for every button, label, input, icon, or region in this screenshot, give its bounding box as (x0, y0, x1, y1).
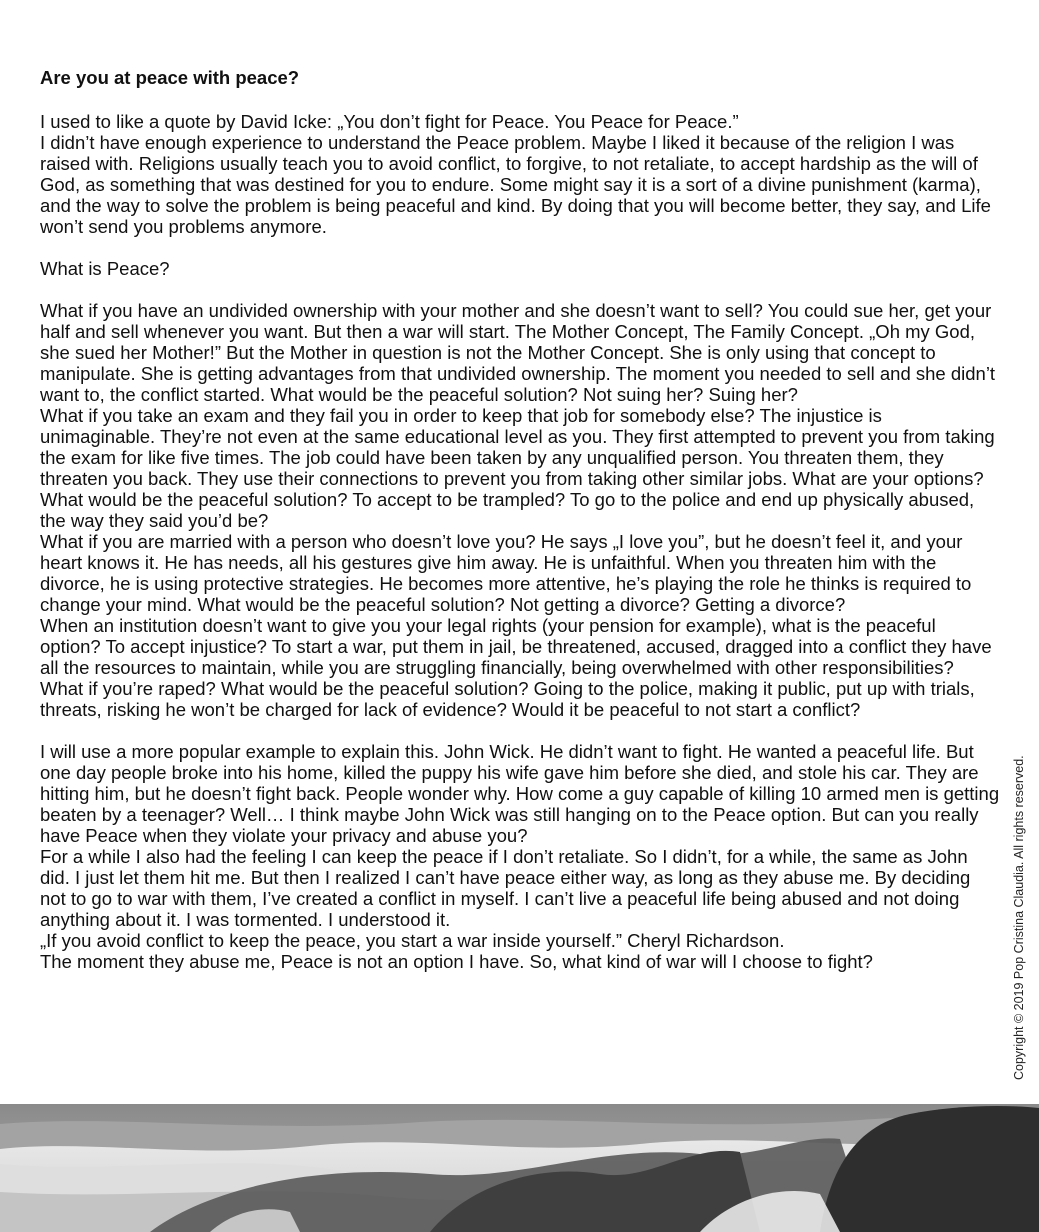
paragraph-raped: What if you’re raped? What would be the peaceful solution? Going to the police, making it public, put up with trials, threats, risking he won’t be charged for lack of evidence? Would it be peaceful to not start a conflict? (40, 678, 975, 720)
paragraph-retaliate: For a while I also had the feeling I can keep the peace if I don’t retaliate. So I didn’t, for a while, the same as John did. I just let them hit me. But then I realized I can’t have peace either way, as long as they abuse me. By deciding not to go to war with them, I’ve created a conflict in myself. I can’t live a peaceful life being abused and not doing anything about it. I was tormented. I understood it. (40, 846, 971, 930)
ocean-waves-photo (0, 1104, 1039, 1232)
paragraph-exam: What if you take an exam and they fail you in order to keep that job for somebody else? The injustice is unimaginable. They’re not even at the same educational level as you. They first attempted to prevent you from taking the exam for like five times. The job could have been taken by any unqualified person. You threaten them, they threaten you back. They use their connections to prevent you from taking other similar jobs. What are your options? What would be the peaceful solution? To accept to be trampled? To go to the police and end up physically abused, the way they said you’d be? (40, 405, 995, 531)
paragraph-marriage: What if you are married with a person who doesn’t love you? He says „I love you”, but he doesn’t feel it, and your heart knows it. He has needs, all his gestures give him away. He is unfaithful. When you threaten him with the divorce, he is using protective strategies. He becomes more attentive, he’s playing the role he thinks is required to change your mind. What would be the peaceful solution? Not getting a divorce? Getting a divorce? (40, 531, 972, 615)
paragraph-gap (40, 237, 1000, 258)
copyright-notice: Copyright © 2019 Pop Cristina Claudia. All rights reserved. (1012, 755, 1026, 1080)
paragraph-religion: I didn’t have enough experience to understand the Peace problem. Maybe I liked it because of the religion I was raised with. Religions usually teach you to avoid conflict, to forgive, to not retaliate, to accept hardship as the will of God, as something that was destined for you to endure. Some might say it is a sort of a divine punishment (karma), and the way to solve the problem is being peaceful and kind. By doing that you will become better, they say, and Life won’t send you problems anymore. (40, 132, 991, 237)
paragraph-closing: The moment they abuse me, Peace is not an option I have. So, what kind of war will I choose to fight? (40, 951, 873, 972)
paragraph-john-wick: I will use a more popular example to explain this. John Wick. He didn’t want to fight. He wanted a peaceful life. But one day people broke into his home, killed the puppy his wife gave him before she died, and stole his car. They are hitting him, but he doesn’t fight back. People wonder why. How come a guy capable of killing 10 armed men is getting beaten by a teenager? Well… I think maybe John Wick was still hanging on to the Peace option. But can you really have Peace when they violate your privacy and abuse you? (40, 741, 1000, 846)
paragraph-mother: What if you have an undivided ownership with your mother and she doesn’t want to sell? You could sue her, get your half and sell whenever you want. But then a war will start. The Mother Concept, The Family Concept. „Oh my God, she sued her Mother!” But the Mother in question is not the Mother Concept. She is only using that concept to manipulate. She is getting advantages from that undivided ownership. The moment you needed to sell and she didn’t want to, the conflict started. What would be the peaceful solution? Not suing her? Suing her? (40, 300, 996, 405)
paragraph-institution: When an institution doesn’t want to give you your legal rights (your pension for example), what is the peaceful option? To accept injustice? To start a war, put them in jail, be threatened, accused, dragged into a conflict they have all the resources to maintain, while you are struggling financially, being overwhelmed with other responsibilities? (40, 615, 992, 678)
paragraph-icke-quote: I used to like a quote by David Icke: „You don’t fight for Peace. You Peace for Peace.” (40, 111, 739, 132)
article-title: Are you at peace with peace? (40, 67, 300, 88)
paragraph-richardson-quote: „If you avoid conflict to keep the peace, you start a war inside yourself.” Cheryl Richardson. (40, 930, 785, 951)
article (40, 66, 1000, 972)
paragraph-gap (40, 720, 1000, 741)
section-heading-what-is-peace: What is Peace? (40, 258, 170, 279)
paragraph-gap (40, 279, 1000, 300)
